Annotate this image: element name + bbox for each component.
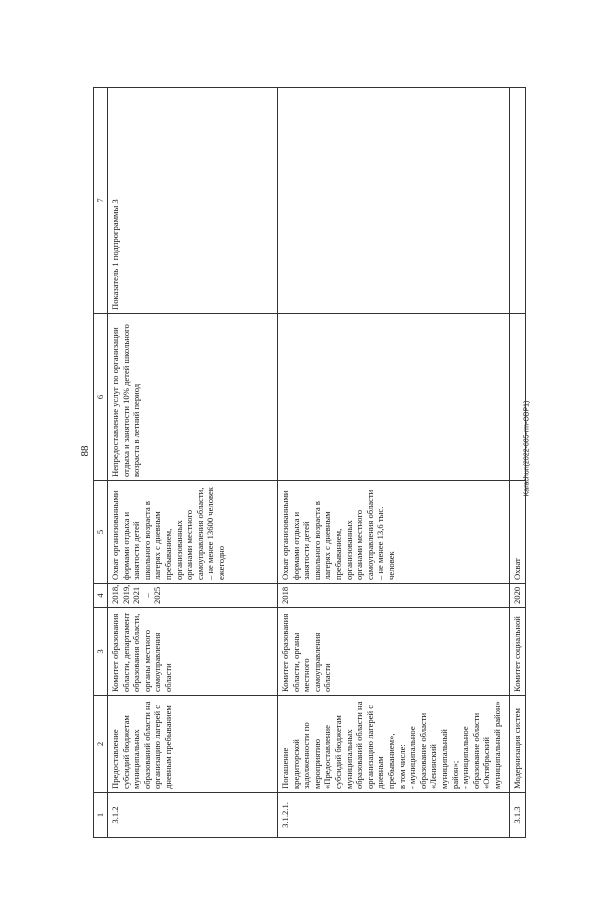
column-header: 6 xyxy=(94,314,108,481)
executor-cell: Комитет социальной xyxy=(510,608,526,696)
indicator-cell: Показатель 1 подпрограммы 3 xyxy=(108,88,278,314)
table-row xyxy=(510,88,526,838)
measure-cell: Предоставление субсидий бюджетам муниципальных образований области на организацию лагерей с дневным пребыванием xyxy=(108,696,278,793)
consequences-cell: Непредоставление услуг по организации отдыха и занятости 10% детей школьного возраста в летний период xyxy=(108,314,278,481)
years-cell: 2018 xyxy=(278,584,510,608)
rotated-table-sheet xyxy=(93,88,523,838)
page-number: 88 xyxy=(79,445,91,457)
years-cell: 2020 xyxy=(510,584,526,608)
measures-table xyxy=(93,87,526,838)
table-row xyxy=(278,88,510,838)
consequences-cell xyxy=(278,314,510,481)
row-number: 3.1.2 xyxy=(108,793,278,838)
result-cell: Охват организованными формами отдыха и занятости детей школьного возраста в лагерях с дневным пребыванием, организованных органами местного самоуправления области – не менее 13,6 тыс. человек xyxy=(278,481,510,584)
measure-cell: Погашение кредиторской задолженности по мероприятию «Предоставление субсидий бюджетам муниципальных образований области на организацию лагерей с дневным пребыванием», в том числе: - муниципальное образование области «Ленинский муниципальный район»; - муниципальное образование области «Октябрьский муниципальный район» xyxy=(278,696,510,793)
row-number: 3.1.2.1. xyxy=(278,793,510,838)
table-row xyxy=(108,88,278,838)
column-header: 1 xyxy=(94,793,108,838)
column-header: 7 xyxy=(94,88,108,314)
result-cell: Охват xyxy=(510,481,526,584)
document-code: Karachun(2022-605-rm-OBP1) xyxy=(523,400,531,497)
column-header: 2 xyxy=(94,696,108,793)
measure-cell: Модернизация систем xyxy=(510,696,526,793)
executor-cell: Комитет образования области, органы местного самоуправления области xyxy=(278,608,510,696)
indicator-cell xyxy=(510,88,526,314)
table-header-row xyxy=(94,88,108,838)
row-number: 3.1.3 xyxy=(510,793,526,838)
column-header: 3 xyxy=(94,608,108,696)
executor-cell: Комитет образования области, департамент образования области, органы местного самоуправления области xyxy=(108,608,278,696)
result-cell: Охват организованными формами отдыха и занятости детей школьного возраста в лагерях с дневным пребыванием, организованных органами местного самоуправления области, – не менее 13600 человек ежегодно xyxy=(108,481,278,584)
years-cell: 2018, 2019, 2021 – 2025 xyxy=(108,584,278,608)
column-header: 5 xyxy=(94,481,108,584)
column-header: 4 xyxy=(94,584,108,608)
indicator-cell xyxy=(278,88,510,314)
consequences-cell xyxy=(510,314,526,481)
